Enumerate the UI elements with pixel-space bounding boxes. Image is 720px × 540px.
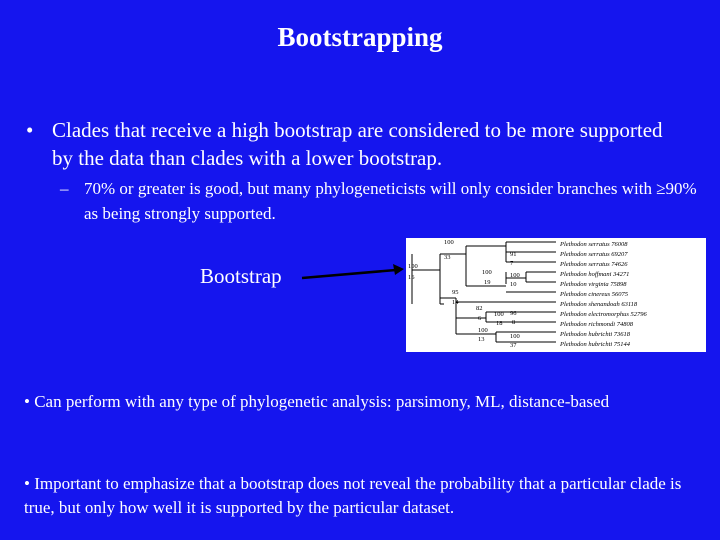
node-label: 14 <box>452 299 459 306</box>
node-label: 95 <box>452 289 459 296</box>
phylogenetic-tree-image <box>406 238 706 352</box>
taxon-label: Plethodon hoffmani 34271 <box>560 271 630 278</box>
bullet-marker: • <box>26 118 34 142</box>
taxon-label: Plethodon cinereus 56075 <box>560 291 628 298</box>
taxon-label: Plethodon virginia 75898 <box>560 281 627 288</box>
node-label: 16 <box>408 274 415 281</box>
bullet-analysis-types: • Can perform with any type of phylogenetic analysis: parsimony, ML, distance-based <box>24 392 610 411</box>
taxon-label: Plethodon serratus 76008 <box>560 241 628 248</box>
node-label: 6 <box>478 315 482 322</box>
taxon-label: Plethodon shenandoah 63118 <box>560 301 638 308</box>
taxon-label: Plethodon hubrichti 73618 <box>560 331 631 338</box>
arrow-icon <box>300 262 406 284</box>
node-label: 100 <box>478 327 488 334</box>
node-label: 18 <box>496 320 503 327</box>
taxon-label: Plethodon serratus 74626 <box>560 261 628 268</box>
sub-bullet-marker: – <box>60 179 69 198</box>
bullet-emphasis: • Important to emphasize that a bootstrap does not reveal the probability that a particular clade is true, but only how well it is supported by the particular dataset. <box>24 474 682 517</box>
taxon-label: Plethodon serratus 69207 <box>560 251 628 258</box>
bootstrap-label: Bootstrap <box>200 264 282 288</box>
node-label: 19 <box>484 279 491 286</box>
node-label: 100 <box>494 311 504 318</box>
node-label: 96 <box>510 310 517 317</box>
bullet-clades-text: Clades that receive a high bootstrap are considered to be more supported by the data than clades with a lower bootstrap. <box>52 118 663 170</box>
taxon-label: Plethodon richmondi 74808 <box>560 321 633 328</box>
sub-bullet-threshold-text: 70% or greater is good, but many phylogeneticists will only consider branches with ≥90% as being strongly supported. <box>84 179 697 223</box>
node-label: 100 <box>444 239 454 246</box>
node-label: 7 <box>510 260 514 267</box>
taxon-label: Plethodon hubrichti 75144 <box>560 341 631 348</box>
node-label: 33 <box>444 254 451 261</box>
node-label: 13 <box>478 336 485 343</box>
taxon-label: Plethodon electromorphus 52796 <box>560 311 647 318</box>
slide-title: Bootstrapping <box>277 22 443 52</box>
node-label: 91 <box>510 251 517 258</box>
node-label: 8 <box>512 319 516 326</box>
node-label: 100 <box>510 333 520 340</box>
node-label: 100 <box>510 272 520 279</box>
node-label: 10 <box>510 281 517 288</box>
bullet-clades <box>24 116 684 172</box>
node-label: 100 <box>408 263 418 270</box>
sub-bullet-threshold <box>60 176 700 226</box>
node-label: 100 <box>482 269 492 276</box>
node-label: 82 <box>476 305 483 312</box>
node-label: 37 <box>510 342 517 349</box>
